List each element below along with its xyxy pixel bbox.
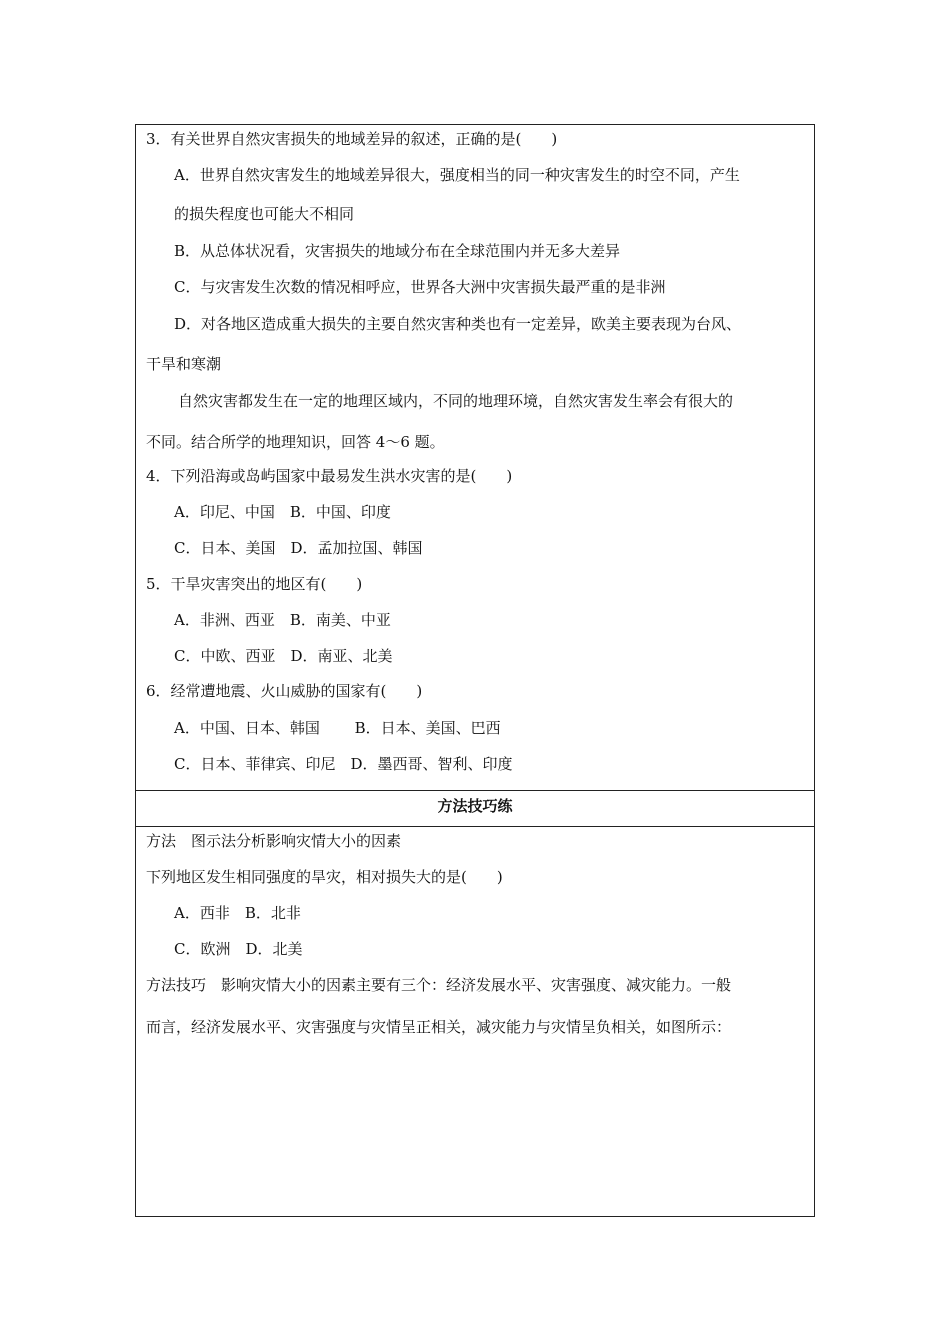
q5-options-cd: C．中欧、西亚 D．南亚、北美 xyxy=(174,647,393,665)
method-tip-line2: 而言，经济发展水平、灾害强度与灾情呈正相关，减灾能力与灾情呈负相关，如图所示： xyxy=(146,1018,732,1036)
section-title: 方法技巧练 xyxy=(437,797,513,815)
q3-option-a-line1: A．世界自然灾害发生的地域差异很大，强度相当的同一种灾害发生的时空不同，产生 xyxy=(174,166,740,184)
q3-option-d-line2: 干旱和寒潮 xyxy=(146,355,222,373)
question-table xyxy=(135,124,815,1217)
method-tip-line1: 方法技巧 影响灾情大小的因素主要有三个：经济发展水平、灾害强度、减灾能力。一般 xyxy=(146,976,732,994)
q5-stem: 5．干旱灾害突出的地区有( ) xyxy=(146,575,363,593)
q6-options-cd: C．日本、菲律宾、印尼 D．墨西哥、智利、印度 xyxy=(174,755,513,773)
section-divider-top xyxy=(136,790,814,791)
q5-options-ab: A．非洲、西亚 B．南美、中亚 xyxy=(174,611,391,629)
intro-line2: 不同。结合所学的地理知识，回答 4～6 题。 xyxy=(146,433,445,451)
method-options-ab: A．西非 B．北非 xyxy=(174,904,301,922)
method-question: 下列地区发生相同强度的旱灾，相对损失大的是( ) xyxy=(146,868,503,886)
q4-stem: 4．下列沿海或岛屿国家中最易发生洪水灾害的是( ) xyxy=(146,467,513,485)
q4-options-cd: C．日本、美国 D．孟加拉国、韩国 xyxy=(174,539,423,557)
section-divider-bottom xyxy=(136,826,814,827)
q3-option-a-line2: 的损失程度也可能大不相同 xyxy=(174,205,355,223)
q6-stem: 6．经常遭地震、火山威胁的国家有( ) xyxy=(146,682,423,700)
q3-option-d-line1: D．对各地区造成重大损失的主要自然灾害种类也有一定差异，欧美主要表现为台风、 xyxy=(174,315,742,333)
q3-option-c: C．与灾害发生次数的情况相呼应，世界各大洲中灾害损失最严重的是非洲 xyxy=(174,278,666,296)
method-heading: 方法 图示法分析影响灾情大小的因素 xyxy=(146,832,402,850)
q3-stem: 3．有关世界自然灾害损失的地域差异的叙述，正确的是( ) xyxy=(146,130,558,148)
method-options-cd: C．欧洲 D．北美 xyxy=(174,940,303,958)
intro-line1: 自然灾害都发生在一定的地理区域内，不同的地理环境，自然灾害发生率会有很大的 xyxy=(178,392,734,410)
q4-options-ab: A．印尼、中国 B．中国、印度 xyxy=(174,503,391,521)
q6-options-ab: A．中国、日本、韩国 B．日本、美国、巴西 xyxy=(174,719,501,737)
q3-option-b: B．从总体状况看，灾害损失的地域分布在全球范围内并无多大差异 xyxy=(174,242,621,260)
